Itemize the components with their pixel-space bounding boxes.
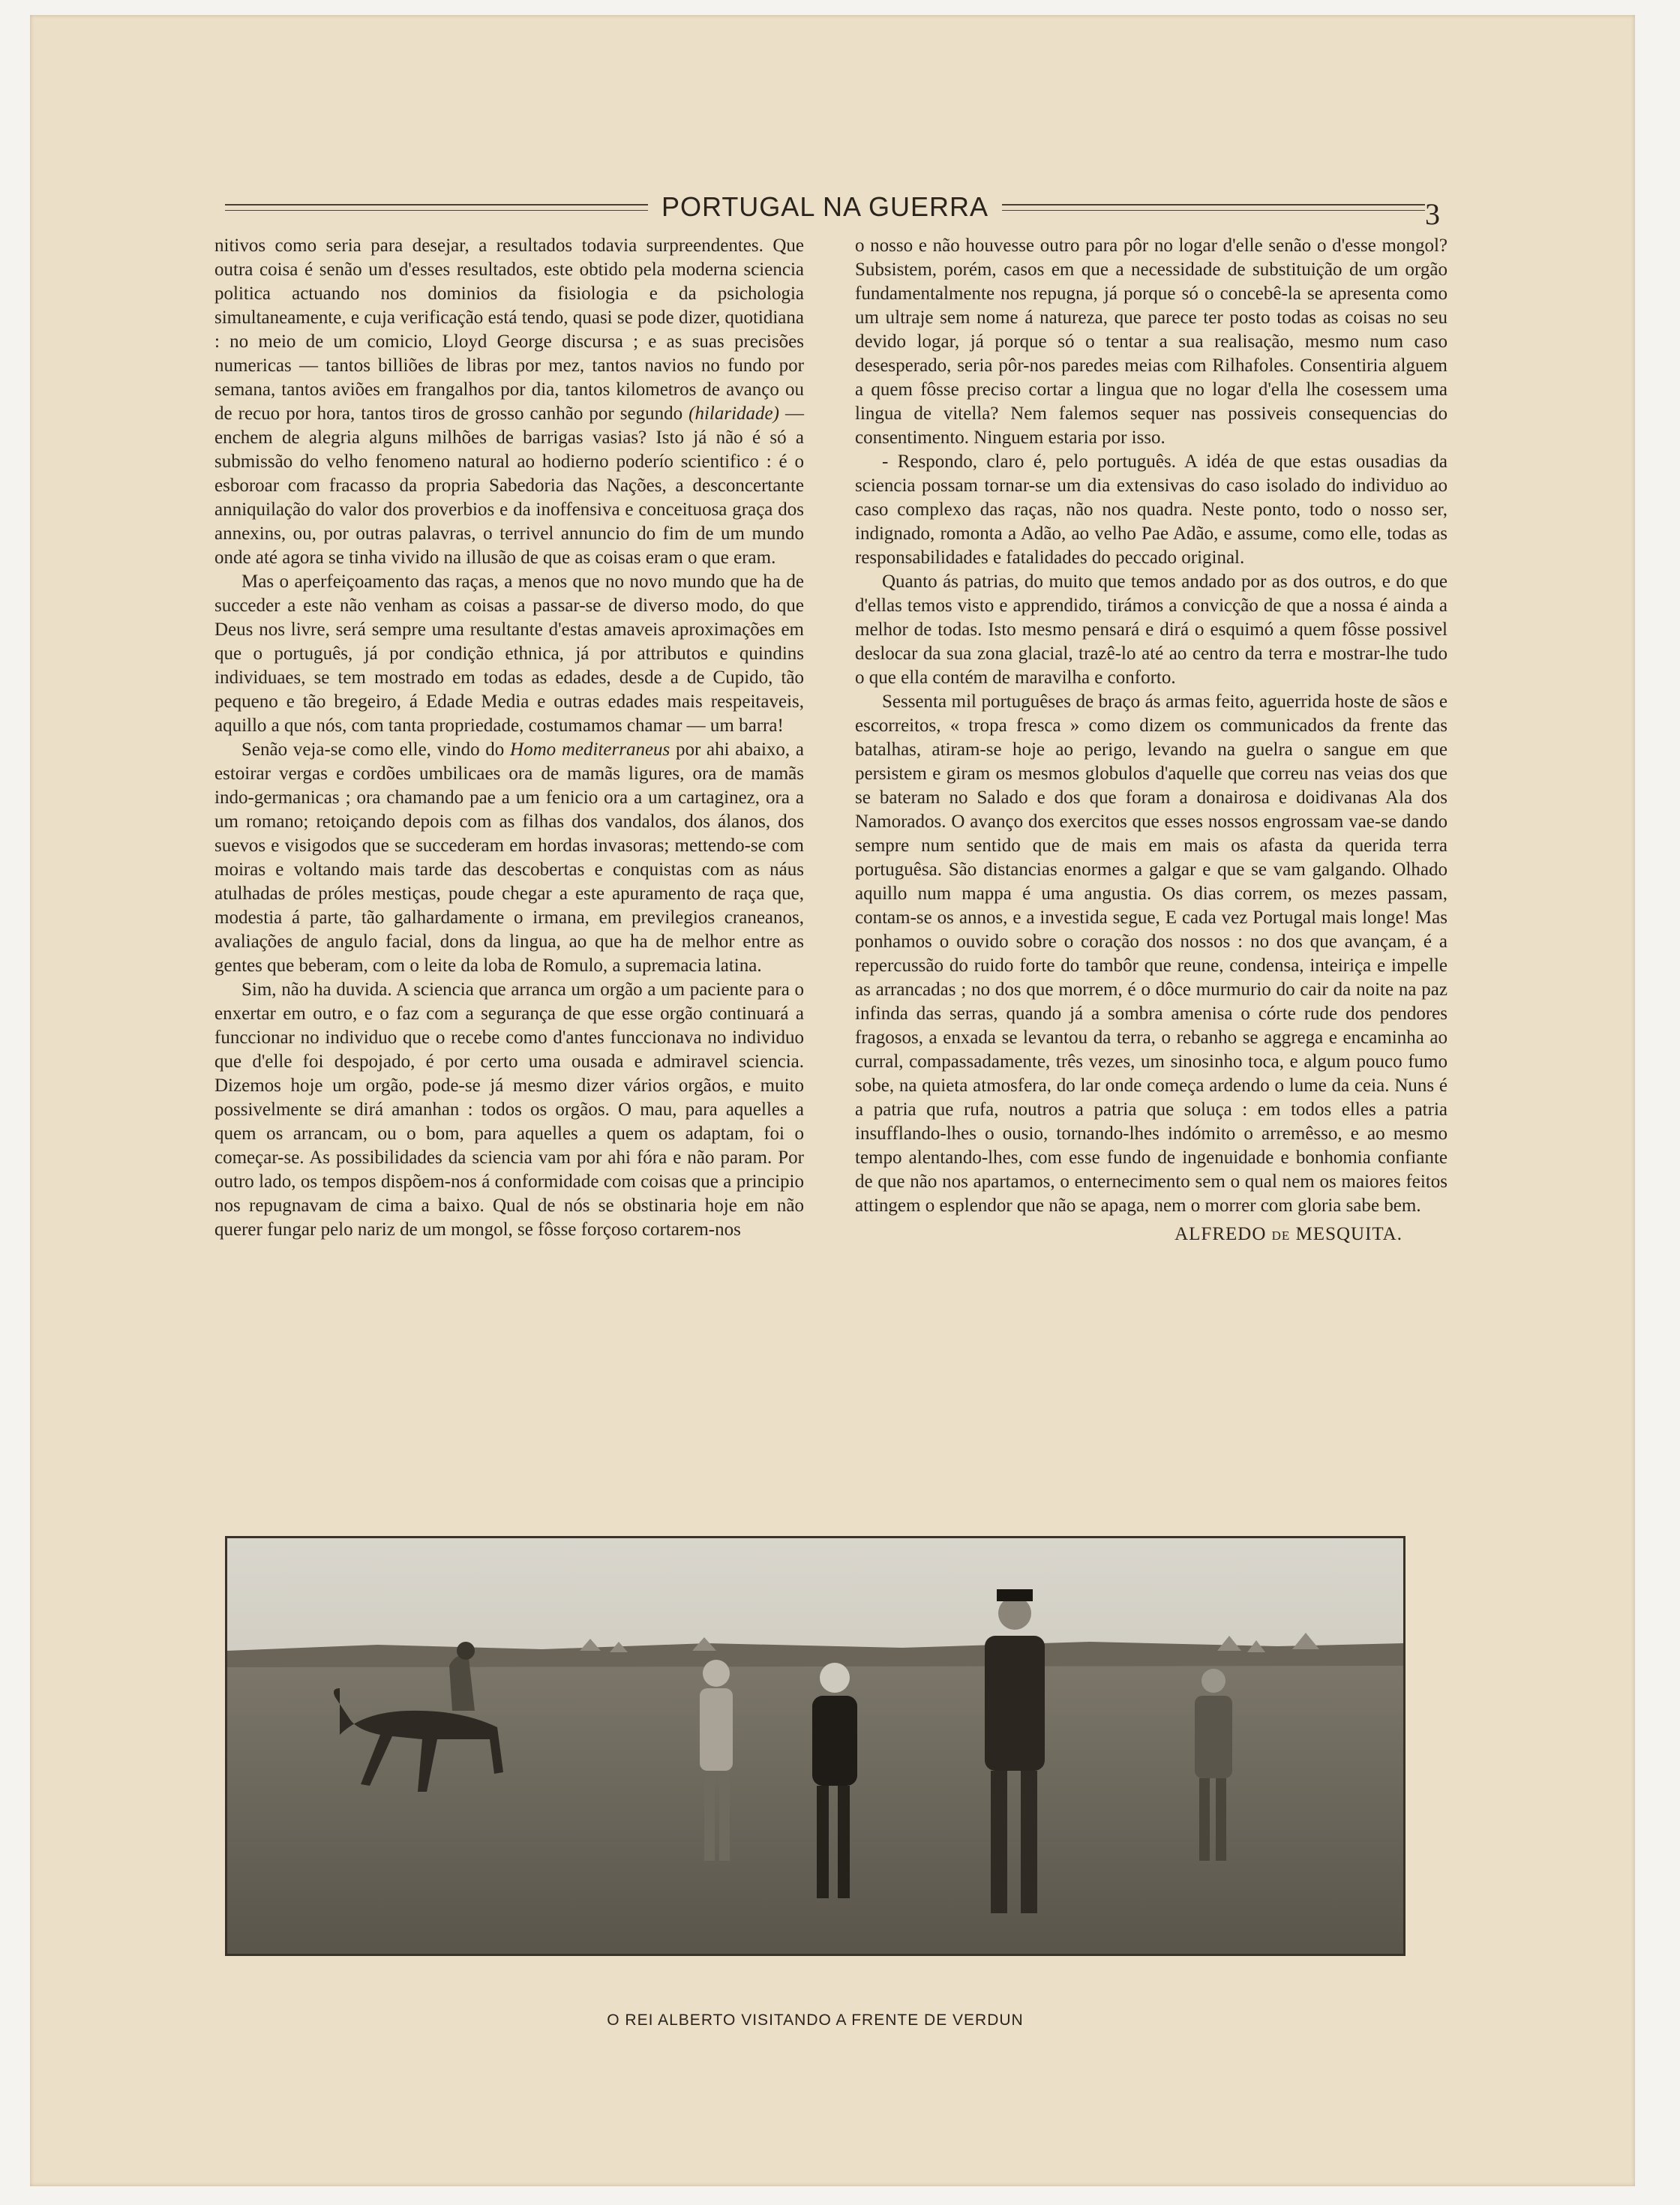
paragraph-text: por ahi abaixo, a estoirar vergas e cordões umbilicaes ora de mamãs ligures, ora de mamãs indo-germanicas ; ora chamando pae a um fenicio ora a um cartaginez, ora a um romano; retoiçando depois com as filhas dos vandalos, dos álanos, dos suevos e visigodos que se succederam em hordas invasoras; mettendo-se com moiras e voltando mais tarde das descobertas e conquistas com as náus atulhadas de próles mestiças, poude chegar a este apuramento de raça que, modestia á parte, tão galhardamente o irmana, em previlegios craneanos, avaliações de angulo facial, dons da lingua, ao que ha de melhor entre as gentes que beberam, com o leite da loba de Romulo, a supremacia latina. bbox=[214, 740, 804, 976]
running-header bbox=[225, 192, 1425, 222]
publication-title: PORTUGAL NA GUERRA bbox=[661, 191, 989, 222]
article-column-right bbox=[855, 234, 1448, 1248]
italic-text: (hilaridade) bbox=[688, 404, 779, 424]
paragraph bbox=[214, 234, 804, 570]
header-rule-right bbox=[1002, 204, 1425, 211]
page-number: 3 bbox=[1425, 197, 1440, 231]
photograph-image bbox=[227, 1538, 1403, 1954]
paragraph: Sessenta mil portuguêses de braço ás armas feito, aguerrida hoste de sãos e escorreitos, « tropa fresca » como dizem os communicados da frente das batalhas, atiram-se hoje ao perigo, levando na guelra o sangue em que persistem e giram os mesmos globulos d'aquelle que correu nas veias dos que se bateram no Salado e dos que foram a donairosa e doidivanas Ala dos Namorados. O avanço dos exercitos que esses nossos engrossam vae-se dando sempre num sentido que de mais em mais os afasta da querida terra portuguêsa. São distancias enormes a galgar e que se vam galgando. Olhado aquillo num mappa é uma angustia. Os dias correm, os mezes passam, contam-se os annos, e a investida segue, E cada vez Portugal mais longe! Mas ponhamos o ouvido sobre o coração dos nossos : no dos que avançam, é a repercussão do ruido forte do tambôr que reune, condensa, inteiriça e impelle as arrancadas ; no dos que morrem, é o dôce murmurio do cair da noite na paz infinda das serras, quando já a sombra amenisa o córte rude dos pendores fragosos, a enxada se levantou da terra, o rebanho se aggrega e encaminha ao curral, compassadamente, três vezes, um sinosinho toca, e algum pouco fumo sobe, na quieta atmosfera, do lar onde começa ardendo o lume da ceia. Nuns é a patria que rufa, noutros a patria que soluça : em todos elles a patria insufflando-lhes o ousio, tornando-lhes indómito o arremêsso, e ao mesmo tempo alentando-lhes, com esse fundo de ingenuidade e bonhomia confiante de que não nos apartamos, o enternecimento sem o qual nem os maiores feitos attingem o esplendor que não se apaga, nem o morrer com gloria sabe bem. bbox=[855, 692, 1448, 1216]
paragraph-text: nitivos como seria para desejar, a resultados todavia surpreendentes. Que outra coisa é senão um d'esses resultados, este obtido pela moderna sciencia politica actuando nos dominios da fisiologia e da psichologia simultaneamente, e cuja verificação está tendo, quasi se pode dizer, quotidiana : no meio de um comicio, Lloyd George discursa ; e as suas precisões numericas — tantos billiões de libras por mez, tantos navios no fundo por semana, tantos aviões em frangalhos por dia, tantos kilometros de avanço ou de recuo por hora, tantos tiros de grosso canhão por segundo bbox=[214, 236, 804, 424]
author-signature bbox=[855, 1222, 1448, 1248]
italic-text: Homo mediterraneus bbox=[510, 740, 670, 760]
paragraph: - Respondo, claro é, pelo português. A idéa de que estas ousadias da sciencia possam tornar-se um dia extensivas do caso isolado do individuo ao caso complexo das raças, não nos quadra. Neste ponto, todo o nosso ser, indignado, romonta a Adão, ao velho Pae Adão, e assume, como elle, todas as responsabilidades e fatalidades do peccado original. bbox=[855, 452, 1448, 568]
author-first-name: ALFREDO bbox=[1174, 1224, 1267, 1244]
article-column-left bbox=[214, 234, 804, 1242]
paragraph-text: Senão veja-se como elle, vindo do bbox=[242, 740, 505, 760]
paragraph: Quanto ás patrias, do muito que temos andado por as dos outros, e do que d'ellas temos visto e apprendido, tirámos a convicção de que a nossa é ainda a melhor de todas. Isto mesmo pensará e dirá o esquimó a quem fôsse possivel deslocar da sua zona glacial, trazê-lo até ao centro da terra e mostrar-lhe tudo o que ella contém de maravilha e conforto. bbox=[855, 572, 1448, 688]
paragraph-text: — enchem de alegria alguns milhões de barrigas vasias? Isto já não é só a submissão do velho fenomeno natural ao hodierno poderío scientifico : é o esboroar com fracasso da propria Sabedoria das Nações, a desconcertante anniquilação do valor dos proverbios e da inoffensiva e conceituosa graça dos annexins, ou, por outras palavras, o terrivel annuncio do fim de um mundo onde até agora se tinha vivido na illusão de que as coisas eram o que eram. bbox=[214, 404, 805, 568]
paragraph: Sim, não ha duvida. A sciencia que arranca um orgão a um paciente para o enxertar em outro, e o faz com a segurança de que esse orgão continuará a funccionar no individuo que o recebe como d'antes funccionava no individuo que d'elle foi despojado, é por certo uma ousada e admiravel sciencia. Dizemos hoje um orgão, pode-se já mesmo dizer vários orgãos, e muito possivelmente se dirá amanhan : todos os orgãos. O mau, para aquelles a quem os arrancam, ou o bom, para aquelles a quem os adaptam, foi o começar-se. As possibilidades da sciencia vam por ahi fóra e não param. Por outro lado, os tempos dispõem-nos á conformidade com coisas que a principio nos repugnavam de cima a baixo. Qual de nós se obstinaria hoje em não querer fungar pelo nariz de um mongol, se fôsse forçoso cortarem-nos bbox=[214, 980, 804, 1240]
photo-caption: O REI ALBERTO VISITANDO A FRENTE DE VERDUN bbox=[607, 2012, 1024, 2029]
photograph bbox=[225, 1536, 1406, 1956]
paragraph: o nosso e não houvesse outro para pôr no logar d'elle senão o d'esse mongol? Subsistem, porém, casos em que a necessidade de substituição de um orgão fundamentalmente nos repugna, já porque só o concebê-la se apresenta como um ultraje sem nome á natureza, que parece ter posto todas as coisas no seu devido logar, já porque só o tentar a sua realisação, mesmo num caso desesperado, seria pôr-nos paredes meias com Rilhafoles. Consentiria alguem a quem fôsse preciso cortar a lingua que no logar d'ella lhe cosessem uma lingua de vitella? Nem falemos sequer nas possiveis consequencias do consentimento. Ninguem estaria por isso. bbox=[855, 236, 1448, 448]
paragraph bbox=[214, 738, 804, 978]
paragraph: Mas o aperfeiçoamento das raças, a menos que no novo mundo que ha de succeder a este não venham as coisas a passar-se de diverso modo, do que Deus nos livre, será sempre uma resultante d'estas amaveis aproximações em que o português, já por condição ethnica, já por attributos e quindins individuaes, se tem mostrado em todas as edades, desde a de Cupido, tão pequeno e tão bregeiro, á Edade Media e outras edades mais respeitaveis, aquillo a que nós, com tanta propriedade, costumamos chamar — um barra! bbox=[214, 572, 804, 736]
header-rule-left bbox=[225, 204, 648, 211]
author-particle: DE bbox=[1271, 1228, 1291, 1243]
author-last-name: MESQUITA. bbox=[1295, 1224, 1402, 1244]
